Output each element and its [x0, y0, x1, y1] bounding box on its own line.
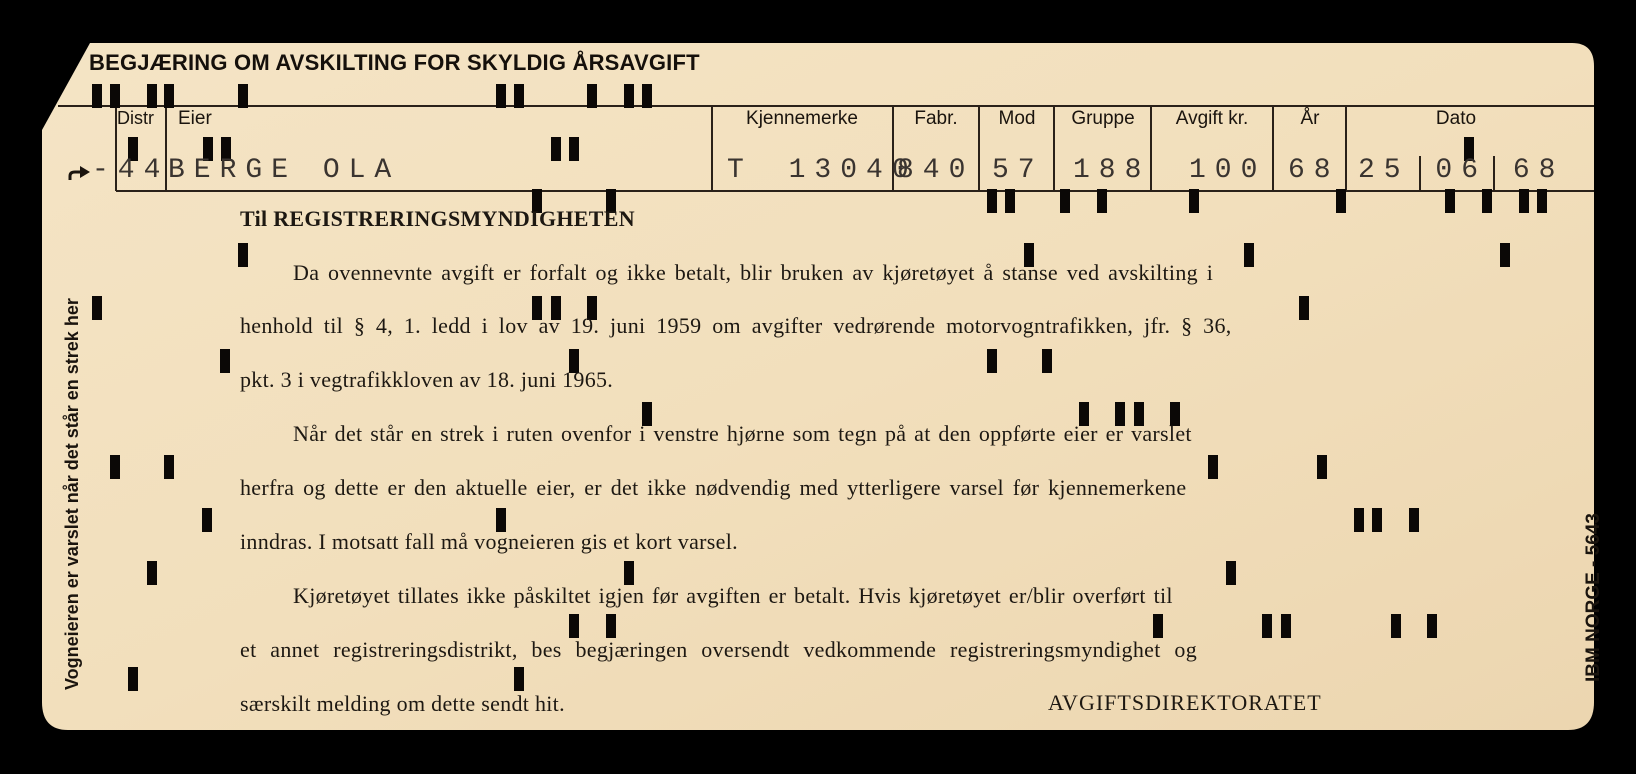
punch-hole [587, 84, 597, 108]
punch-hole [1519, 189, 1529, 213]
punch-hole [987, 349, 997, 373]
punch-hole [92, 84, 102, 108]
body-line-3: pkt. 3 i vegtrafikkloven av 18. juni 1965. [240, 367, 614, 392]
value-ar: 68 [1288, 155, 1340, 186]
body-line-6: inndras. I motsatt fall må vogneieren gis et kort varsel. [240, 529, 738, 554]
punch-hole [1391, 614, 1401, 638]
punch-hole [1299, 296, 1309, 320]
punch-hole [987, 189, 997, 213]
punch-hole [1226, 561, 1236, 585]
punch-hole [1427, 614, 1437, 638]
punch-hole [1097, 189, 1107, 213]
punch-hole [1244, 243, 1254, 267]
form-title: BEGJÆRING OM AVSKILTING FOR SKYLDIG ÅRSAVGIFT [89, 50, 700, 75]
punch-hole [147, 84, 157, 108]
punch-hole [1537, 189, 1547, 213]
punch-hole [1189, 189, 1199, 213]
recipient-heading: Til REGISTRERINGSMYNDIGHETEN [240, 206, 635, 231]
punch-hole [1281, 614, 1291, 638]
col-label-kjennemerke: Kjennemerke [746, 108, 858, 129]
value-fabr: 840 [897, 155, 975, 186]
punch-hole [1445, 189, 1455, 213]
col-label-fabr: Fabr. [914, 108, 958, 129]
punch-hole [220, 349, 230, 373]
punch-hole [202, 508, 212, 532]
punch-hole [1409, 508, 1419, 532]
punch-hole [238, 243, 248, 267]
punch-hole [569, 614, 579, 638]
value-mod: 57 [992, 155, 1044, 186]
punch-hole [514, 84, 524, 108]
form-code: IBM NORGE - 5643 [1583, 513, 1604, 682]
punch-hole [1482, 189, 1492, 213]
punch-hole [164, 84, 174, 108]
body-line-4: Når det står en strek i ruten ovenfor i venstre hjørne som tegn på at den oppførte eier er varslet [293, 421, 1192, 446]
punch-hole [1354, 508, 1364, 532]
punch-hole [1317, 455, 1327, 479]
punch-hole [514, 667, 524, 691]
side-note: Vogneieren er varslet når det står en strek her [62, 298, 82, 690]
body-line-2: henhold til § 4, 1. ledd i lov av 19. juni 1959 om avgifter vedrørende motorvogntrafikken, jfr. § 36, [240, 313, 1232, 338]
punch-hole [110, 84, 120, 108]
punch-hole [624, 561, 634, 585]
punch-hole [1005, 189, 1015, 213]
body-line-7: Kjøretøyet tillates ikke påskiltet igjen før avgiften er betalt. Hvis kjøretøyet er/blir overført til [293, 583, 1173, 608]
col-label-gruppe: Gruppe [1071, 108, 1135, 129]
body-line-5: herfra og dette er den aktuelle eier, er det ikke nødvendig med ytterligere varsel før kjennemerkene [240, 475, 1187, 500]
punch-hole [551, 137, 561, 161]
punch-hole [569, 137, 579, 161]
punch-hole [496, 84, 506, 108]
value-distr: -44 [92, 155, 170, 186]
col-label-ar: År [1300, 108, 1320, 129]
punch-hole [1372, 508, 1382, 532]
punch-hole [92, 296, 102, 320]
punch-hole [238, 84, 248, 108]
punch-hole [1500, 243, 1510, 267]
punch-hole [606, 614, 616, 638]
punch-hole [1208, 455, 1218, 479]
value-avgift: 100 [1189, 155, 1267, 186]
punch-hole [1060, 189, 1070, 213]
punch-hole [164, 455, 174, 479]
col-label-distr: Distr [117, 108, 154, 128]
punch-hole [128, 667, 138, 691]
punch-hole [1042, 349, 1052, 373]
value-dato: 25 06 68 [1358, 155, 1565, 186]
value-gruppe: 188 [1073, 155, 1151, 186]
punch-hole [147, 561, 157, 585]
col-label-eier: Eier [178, 108, 212, 129]
body-line-1: Da ovennevnte avgift er forfalt og ikke betalt, blir bruken av kjøretøyet å stanse ved avskilting i [293, 260, 1214, 285]
punch-hole [110, 455, 120, 479]
body-line-9: særskilt melding om dette sendt hit. [240, 691, 565, 716]
value-eier: BERGE OLA [168, 155, 401, 186]
punch-hole [1153, 614, 1163, 638]
col-label-dato: Dato [1435, 108, 1477, 129]
punch-hole [1336, 189, 1346, 213]
punch-hole [624, 84, 634, 108]
punch-hole [642, 84, 652, 108]
signature: AVGIFTSDIREKTORATET [1048, 690, 1322, 715]
col-label-mod: Mod [998, 108, 1036, 129]
punch-hole [1262, 614, 1272, 638]
body-line-8: et annet registreringsdistrikt, bes begjæringen oversendt vedkommende registreringsmyndighet og [240, 637, 1198, 662]
col-label-avgift: Avgift kr. [1175, 108, 1249, 129]
value-kjennemerke: T 13040 [727, 155, 918, 186]
